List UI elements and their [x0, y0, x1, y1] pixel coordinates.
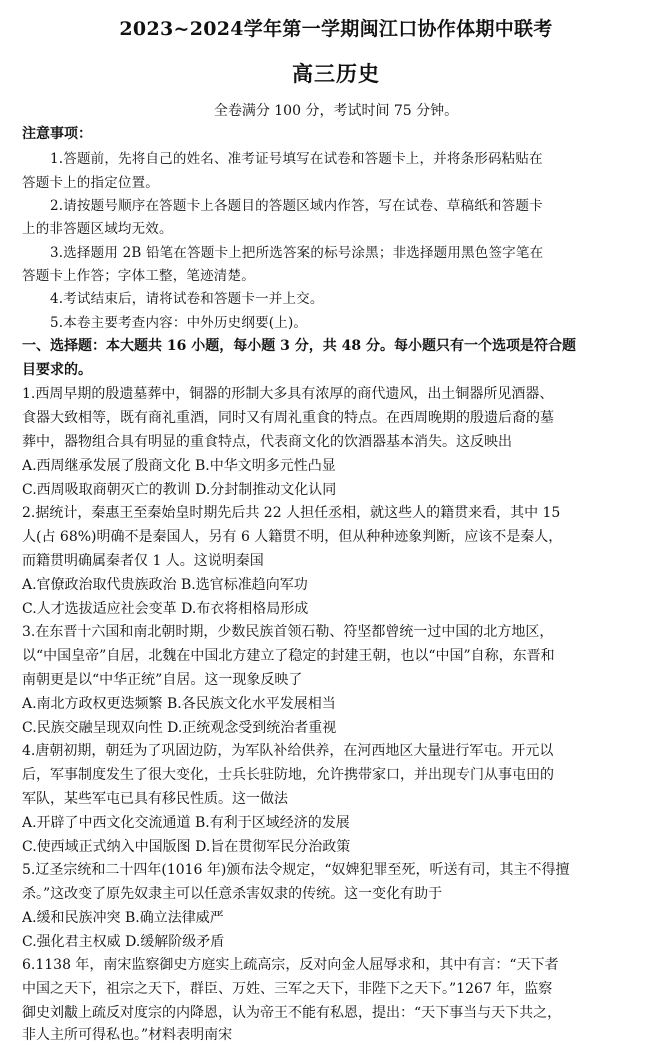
exam-info: 全卷满分 100 分，考试时间 75 分钟。	[213, 103, 459, 119]
section-heading: 一、选择题：本大题共 16 小题，每小题 3 分，共 48 分。每小题只有一个选项是符合题	[22, 338, 576, 354]
question-option-line: C.西周吸取商朝灭亡的教训 D.分封制推动文化认同	[22, 482, 337, 498]
question-stem-line: 非人主所可得私也。”材料表明南宋	[22, 1027, 233, 1043]
question-option-line: A.缓和民族冲突 B.确立法律威严	[22, 910, 224, 926]
notice-line: 答题卡上的指定位置。	[22, 175, 159, 191]
question-stem-line: 2.据统计，秦惠王至秦始皇时期先后共 22 人担任丞相，就这些人的籍贯来看，其中 15	[22, 505, 561, 521]
question-stem-line: 以“中国皇帝”自居，北魏在中国北方建立了稳定的封建王朝，也以“中国”自称，东晋和	[22, 648, 555, 664]
question-stem-line: 食器大致相等，既有商礼重酒，同时又有周礼重食的特点。在西周晚期的殷遗后裔的墓	[22, 410, 554, 426]
question-stem-line: 3.在东晋十六国和南北朝时期，少数民族首领石勒、符坚都曾统一过中国的北方地区，	[22, 624, 554, 640]
notice-line: 5.本卷主要考查内容：中外历史纲要(上)。	[50, 315, 308, 331]
subject-title: 高三历史	[292, 61, 380, 86]
question-stem-line: 4.唐朝初期，朝廷为了巩固边防，为军队补给供养，在河西地区大量进行军屯。开元以	[22, 743, 554, 759]
question-stem-line: 军队，某些军屯已具有移民性质。这一做法	[22, 791, 288, 807]
question-option-line: A.南北方政权更迭频繁 B.各民族文化水平发展相当	[22, 696, 336, 712]
notice-heading: 注意事项：	[22, 126, 92, 142]
notice-line: 3.选择题用 2B 铅笔在答题卡上把所选答案的标号涂黑；非选择题用黑色签字笔在	[50, 245, 544, 261]
question-option-line: A.官僚政治取代贵族政治 B.选官标准趋向军功	[22, 577, 308, 593]
question-stem-line: 后，军事制度发生了很大变化，士兵长驻防地，允许携带家口，并出现专门从事屯田的	[22, 767, 554, 783]
question-option-line: C.民族交融呈现双向性 D.正统观念受到统治者重视	[22, 720, 337, 736]
notice-line: 2.请按题号顺序在答题卡上各题目的答题区域内作答，写在试卷、草稿纸和答题卡	[50, 198, 543, 214]
question-option-line: C.人才选拔适应社会变革 D.布衣将相格局形成	[22, 601, 309, 617]
question-stem-line: 5.辽圣宗统和二十四年(1016 年)颁布法令规定，“奴婢犯罪至死，听送有司，其主不得擅	[22, 862, 570, 878]
question-option-line: C.使西域正式纳入中国版图 D.旨在贯彻军民分治政策	[22, 839, 351, 855]
section-heading: 目要求的。	[22, 362, 92, 378]
question-stem-line: 御史刘黻上疏反对度宗的内降恩，认为帝王不能有私恩，提出：“天下事当与天下共之，	[22, 1005, 562, 1021]
question-option-line: C.强化君主权威 D.缓解阶级矛盾	[22, 934, 225, 950]
question-stem-line: 6.1138 年，南宋监察御史方庭实上疏高宗，反对向金人屈辱求和，其中有言：“天下者	[22, 957, 559, 973]
notice-line: 1.答题前，先将自己的姓名、准考证号填写在试卷和答题卡上，并将条形码粘贴在	[50, 151, 543, 167]
question-stem-line: 杀。”这改变了原先奴隶主可以任意杀害奴隶的传统。这一变化有助于	[22, 886, 443, 902]
question-stem-line: 1.西周早期的殷遗墓葬中，铜器的形制大多具有浓厚的商代遗风，出土铜器所见酒器、	[22, 386, 554, 402]
question-stem-line: 人(占 68%)明确不是秦国人，另有 6 人籍贯不明，但从种种迹象判断，应该不是秦人，	[22, 529, 563, 545]
question-option-line: A.开辟了中西文化交流通道 B.有利于区域经济的发展	[22, 815, 350, 831]
question-option-line: A.西周继承发展了殷商文化 B.中华文明多元性凸显	[22, 458, 336, 474]
notice-line: 4.考试结束后，请将试卷和答题卡一并上交。	[50, 291, 324, 307]
question-stem-line: 南朝更是以“中华正统”自居。这一现象反映了	[22, 672, 303, 688]
notice-line: 答题卡上作答；字体工整，笔迹清楚。	[22, 268, 255, 284]
notice-line: 上的非答题区域均无效。	[22, 221, 173, 237]
exam-title: 2023~2024学年第一学期闽江口协作体期中联考	[119, 18, 553, 40]
question-stem-line: 葬中，器物组合具有明显的重食特点，代表商文化的饮酒器基本消失。这反映出	[22, 434, 512, 450]
question-stem-line: 而籍贯明确属秦者仅 1 人。这说明秦国	[22, 553, 264, 569]
question-stem-line: 中国之天下，祖宗之天下，群臣、万姓、三军之天下，非陛下之天下。”1267 年，监察	[22, 981, 553, 997]
